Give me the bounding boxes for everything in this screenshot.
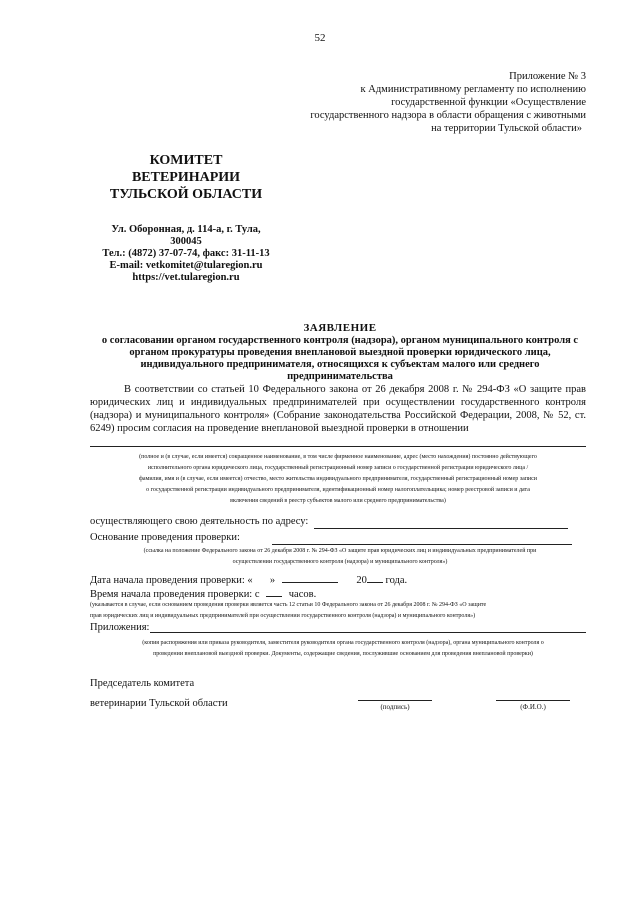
start-date-row [90, 572, 407, 586]
note-line: о государственной регистрации индивидуального предпринимателя, идентификационный номер налогоплательщика; номер реестровой записи и дата [146, 487, 530, 493]
signature-field[interactable] [358, 700, 432, 701]
note-line: (указывается в случае, если основанием проведения проверки является часть 12 статьи 10 Федерального закона от 26 декабря 2008 г. № 294-ФЗ «О защите [90, 602, 487, 608]
subject-note [90, 452, 586, 507]
start-time-field[interactable] [266, 586, 282, 597]
subtitle-line: индивидуального предпринимателя, относящихся к субъектам малого или среднего [140, 359, 540, 370]
note-line: прав юридических лиц и индивидуальных предпринимателей при осуществлении государственного контроля (надзора) и муниципального контроля») [90, 613, 476, 619]
main-paragraph: В соответствии со статьей 10 Федерального закона от 26 декабря 2008 г. № 294-ФЗ «О защите прав юридических лиц и индивидуальных предпринимателей при осуществлении государственного контроля (надзора) и муниципального контроля» (Собрание законодательства Российской Федерации, 2008, № 52, ст. 6249) просим согласия на проведение внеплановой выездной проверки в отношении [90, 384, 586, 434]
email: E-mail: vetkomitet@tularegion.ru [109, 260, 263, 271]
basis-note [90, 546, 590, 568]
start-time-row [90, 586, 316, 600]
start-year-prefix: 20 [356, 575, 367, 586]
document-subtitle [90, 335, 590, 383]
full-name-caption: (Ф.И.О.) [520, 703, 546, 711]
start-time-label: Время начала проведения проверки: с [90, 589, 260, 600]
subject-fill-line[interactable] [90, 446, 586, 447]
organization-name-line: ТУЛЬСКОЙ ОБЛАСТИ [109, 187, 263, 202]
note-line: (ссылка на положение Федерального закона от 26 декабря 2008 г. № 294-ФЗ «О защите прав юридических лиц и индивидуальных предпринимателей при [143, 548, 537, 554]
appendix-line: к Административному регламенту по исполнению [360, 84, 586, 95]
attachments-label: Приложения: [90, 622, 150, 633]
address-label: осуществляющего свою деятельность по адресу: [90, 516, 309, 527]
attachments-note [100, 638, 586, 660]
start-date-suffix: года. [385, 575, 408, 586]
appendix-line: на территории Тульской области» [431, 123, 582, 134]
address-line: Ул. Оборонная, д. 114-а, г. Тула, [111, 224, 261, 235]
attachments-fill-line[interactable] [150, 632, 586, 633]
appendix-block [286, 70, 586, 135]
appendix-title: Приложение № 3 [509, 71, 586, 82]
appendix-line: государственного надзора в области обращения с животными [310, 110, 586, 121]
note-line: проведении внеплановой выездной проверки. Документы, содержащие сведения, послужившие основанием для проведения внеплановой проверки) [153, 651, 533, 657]
basis-label: Основание проведения проверки: [90, 532, 240, 543]
organization-contacts [96, 224, 276, 284]
subtitle-line: о согласовании органом государственного контроля (надзора), органом муниципального контроля с [101, 335, 579, 346]
start-year-field[interactable] [367, 572, 383, 583]
signer-line: ветеринарии Тульской области [90, 698, 228, 709]
subtitle-line: предпринимательства [287, 371, 393, 382]
note-line: (копия распоряжения или приказа руководителя, заместителя руководителя органа государственного контроля (надзора), органа муниципального контроля о [142, 640, 544, 646]
postal-code: 300045 [170, 236, 202, 247]
page-number: 52 [314, 32, 326, 44]
organization-name-line: КОМИТЕТ ВЕТЕРИНАРИИ [131, 153, 241, 185]
start-date-label: Дата начала проведения проверки: « [90, 575, 253, 586]
note-line: исполнительного органа юридического лица, государственный регистрационный номер записи о государственной регистрации юридического лица / [147, 465, 529, 471]
note-line: (полное и (в случае, если имеется) сокращенное наименование, в том числе фирменное наименование, адрес (место нахождения) постоянно действующего [139, 454, 537, 460]
start-date-quote: » [269, 575, 276, 586]
phone-fax: Тел.: (4872) 37-07-74, факс: 31-11-13 [102, 248, 270, 259]
start-month-field[interactable] [282, 572, 338, 583]
address-fill-line[interactable] [314, 528, 568, 529]
note-line: осуществлении государственного контроля (надзора) и муниципального контроля») [232, 559, 448, 565]
document-title: ЗАЯВЛЕНИЕ [303, 322, 377, 334]
subtitle-line: органом прокуратуры проведения внеплановой выездной проверки юридического лица, [129, 347, 551, 358]
signer-title [90, 674, 228, 714]
signature-caption: (подпись) [380, 703, 410, 711]
appendix-line: государственной функции «Осуществление [391, 97, 586, 108]
website: https://vet.tularegion.ru [132, 272, 240, 283]
time-note [90, 600, 590, 622]
basis-fill-line[interactable] [272, 544, 572, 545]
note-line: включения сведений в реестр субъектов малого или среднего предпринимательства) [230, 498, 446, 504]
full-name-field[interactable] [496, 700, 570, 701]
start-time-suffix: часов. [288, 589, 317, 600]
organization-name [96, 152, 276, 203]
note-line: фамилия, имя и (в случае, если имеется) отчество, место жительства индивидуального предпринимателя, государственный регистрационный номер записи [138, 476, 537, 482]
signer-line: Председатель комитета [90, 678, 195, 689]
